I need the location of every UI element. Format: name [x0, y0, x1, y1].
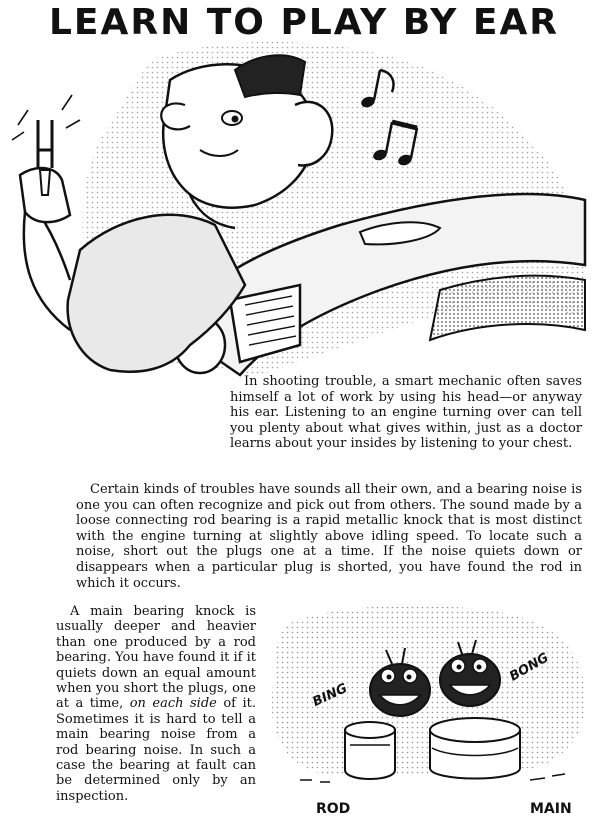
rod-bearing-paragraph: Certain kinds of troubles have sounds all their own, and a bearing noise is one you can often recognize and pick out from others. The sound made by a loose connecting rod bearing is a rapid metallic knock that is most distinct with the engine turning at slightly above idling speed. To locate such a noise, short out the plugs one at a time. If the noise quiets down or disappears when a particular plug is shorted, you have found the rod in which it occurs. [76, 482, 582, 591]
rod-label: ROD [316, 801, 351, 817]
bing-sound: BING [310, 681, 350, 710]
emphasis-each-side: on each side [129, 696, 217, 712]
bong-creature [440, 654, 500, 706]
bing-creature [370, 664, 430, 716]
tuning-fork-icon [38, 120, 52, 168]
main-bearing-paragraph: A main bearing knock is usually deeper and heavier than one produced by a rod bearing. You have found it if it quiets down an equal amount when you short the plugs, one at a time, on each side of it. Sometimes it is hard to tell a main bearing noise from a rod bearing noise. In such a case the bearing at fault can be determined only by an inspection. [56, 604, 257, 804]
bong-sound: BONG [507, 650, 552, 685]
main-label: MAIN [530, 801, 572, 817]
page-title: LEARN TO PLAY BY EAR [48, 2, 560, 43]
intro-paragraph: In shooting trouble, a smart mechanic often saves himself a lot of work by using his head—or anyway his ear. Listening to an engine turning over can tell you plenty about what gives within, just as a doctor learns about your insides by listening to your chest. [230, 374, 582, 452]
